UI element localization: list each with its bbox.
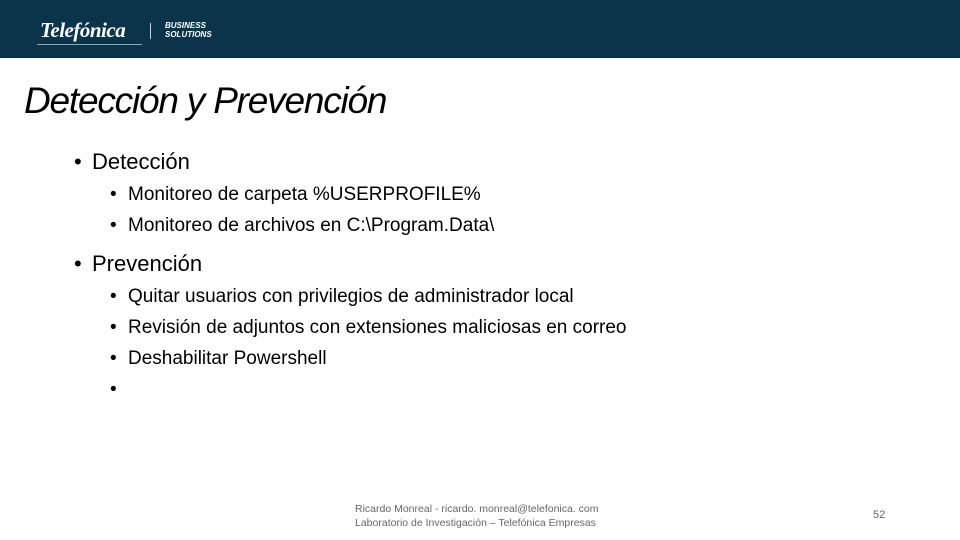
header-bar (0, 0, 960, 58)
business-solutions-label (165, 22, 212, 39)
bullet-mark: • (110, 286, 117, 307)
sub-bullet (110, 286, 574, 308)
logo-underline (37, 44, 142, 45)
sub-bullet (110, 184, 481, 206)
sub-bullet (110, 348, 327, 370)
bullet-mark: • (110, 348, 117, 369)
bullet-text: Deshabilitar Powershell (128, 348, 327, 369)
bullet-mark: • (110, 215, 117, 236)
division-line1: BUSINESS (165, 21, 206, 30)
bullet-mark: • (74, 149, 82, 174)
bullet-text: Prevención (92, 251, 203, 276)
bullet-text: Quitar usuarios con privilegios de administrador local (128, 286, 574, 307)
bullet-text: Revisión de adjuntos con extensiones maliciosas en correo (128, 317, 627, 338)
footer-organization: Laboratorio de Investigación – Telefónica Empresas (355, 517, 596, 529)
bullet-text: Detección (92, 149, 190, 174)
sub-bullet-empty (110, 379, 128, 401)
division-line2: SOLUTIONS (165, 29, 212, 39)
bullet-text: Monitoreo de archivos en C:\Program.Data\ (128, 215, 495, 236)
bullet-text: Monitoreo de carpeta %USERPROFILE% (128, 184, 481, 205)
logo-divider (150, 23, 151, 39)
bullet-prevencion (74, 251, 202, 277)
page-number: 52 (873, 509, 886, 521)
bullet-mark: • (110, 317, 117, 338)
slide-title: Detección y Prevención (24, 80, 387, 121)
sub-bullet (110, 215, 494, 237)
footer-author: Ricardo Monreal - ricardo. monreal@telefonica. com (355, 503, 599, 515)
sub-bullet (110, 317, 627, 339)
bullet-mark: • (110, 379, 117, 400)
bullet-mark: • (74, 251, 82, 276)
bullet-deteccion (74, 149, 190, 175)
telefonica-logo: Telefónica (40, 18, 126, 42)
footer (355, 502, 599, 530)
bullet-mark: • (110, 184, 117, 205)
